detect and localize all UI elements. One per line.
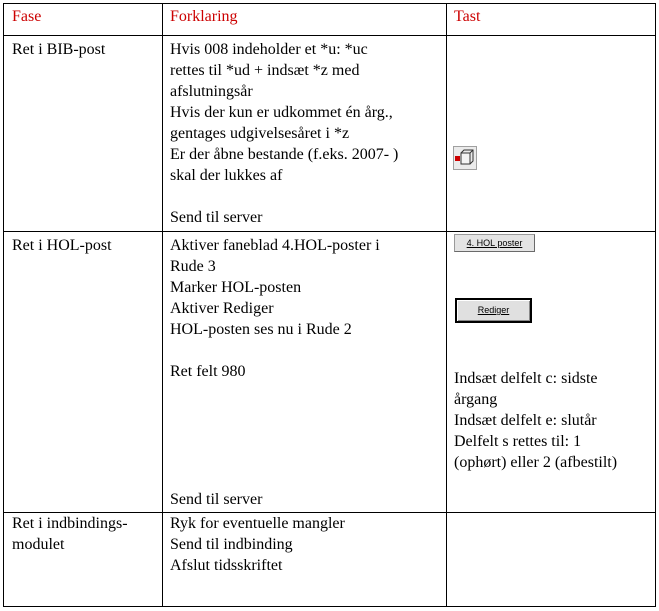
- text-line: [170, 340, 380, 361]
- header-fase: Fase: [12, 8, 42, 25]
- row2-send-til-server: Send til server: [170, 491, 263, 508]
- text-line: Indsæt delfelt e: slutår: [454, 412, 597, 429]
- text-line: Ret felt 980: [170, 363, 246, 380]
- text-line: Send til indbinding: [170, 536, 293, 553]
- text-line: modulet: [12, 536, 65, 553]
- text-line: årgang: [454, 391, 498, 408]
- save-to-server-icon[interactable]: [453, 146, 477, 170]
- text-line: HOL-posten ses nu i Rude 2: [170, 321, 352, 338]
- text-line: Hvis der kun er udkommet én årg.,: [170, 104, 393, 121]
- text-line: Rude 3: [170, 258, 216, 275]
- text-line: gentages udgivelsesåret i *z: [170, 125, 350, 142]
- header-forklaring: Forklaring: [170, 8, 238, 25]
- text-line: Aktiver faneblad 4.HOL-poster i: [170, 237, 380, 254]
- text-line: Ryk for eventuelle mangler: [170, 515, 345, 532]
- text-line: Hvis 008 indeholder et *u: *uc: [170, 41, 368, 58]
- row1-forklaring: [170, 39, 398, 228]
- text-line: afslutningsår: [170, 83, 253, 100]
- row2-tast-text: [454, 368, 617, 473]
- column-divider: [446, 4, 447, 606]
- save-to-server-icon-graphic: [454, 147, 476, 169]
- text-line: [170, 186, 398, 207]
- text-line: Ret i indbindings-: [12, 515, 128, 532]
- text-line: Indsæt delfelt c: sidste: [454, 370, 598, 387]
- hol-poster-tab-button[interactable]: 4. HOL poster: [454, 234, 535, 252]
- text-line: (ophørt) eller 2 (afbestilt): [454, 454, 618, 471]
- text-line: rettes til *ud + indsæt *z med: [170, 62, 360, 79]
- text-line: skal der lukkes af: [170, 167, 283, 184]
- text-line: Send til server: [170, 209, 263, 226]
- row3-forklaring: [170, 513, 345, 576]
- column-divider: [162, 4, 163, 606]
- row1-fase: Ret i BIB-post: [12, 41, 106, 58]
- text-line: Afslut tidsskriftet: [170, 557, 283, 574]
- text-line: Marker HOL-posten: [170, 279, 302, 296]
- procedure-table: [3, 3, 656, 607]
- text-line: Delfelt s rettes til: 1: [454, 433, 582, 450]
- rediger-button[interactable]: Rediger: [455, 298, 532, 323]
- text-line: Er der åbne bestande (f.eks. 2007- ): [170, 146, 399, 163]
- row-divider: [4, 231, 655, 232]
- text-line: Aktiver Rediger: [170, 300, 274, 317]
- row-divider: [4, 35, 655, 36]
- header-tast: Tast: [454, 8, 481, 25]
- row2-fase: Ret i HOL-post: [12, 237, 112, 254]
- row2-forklaring: [170, 235, 380, 382]
- row3-fase: [12, 513, 128, 555]
